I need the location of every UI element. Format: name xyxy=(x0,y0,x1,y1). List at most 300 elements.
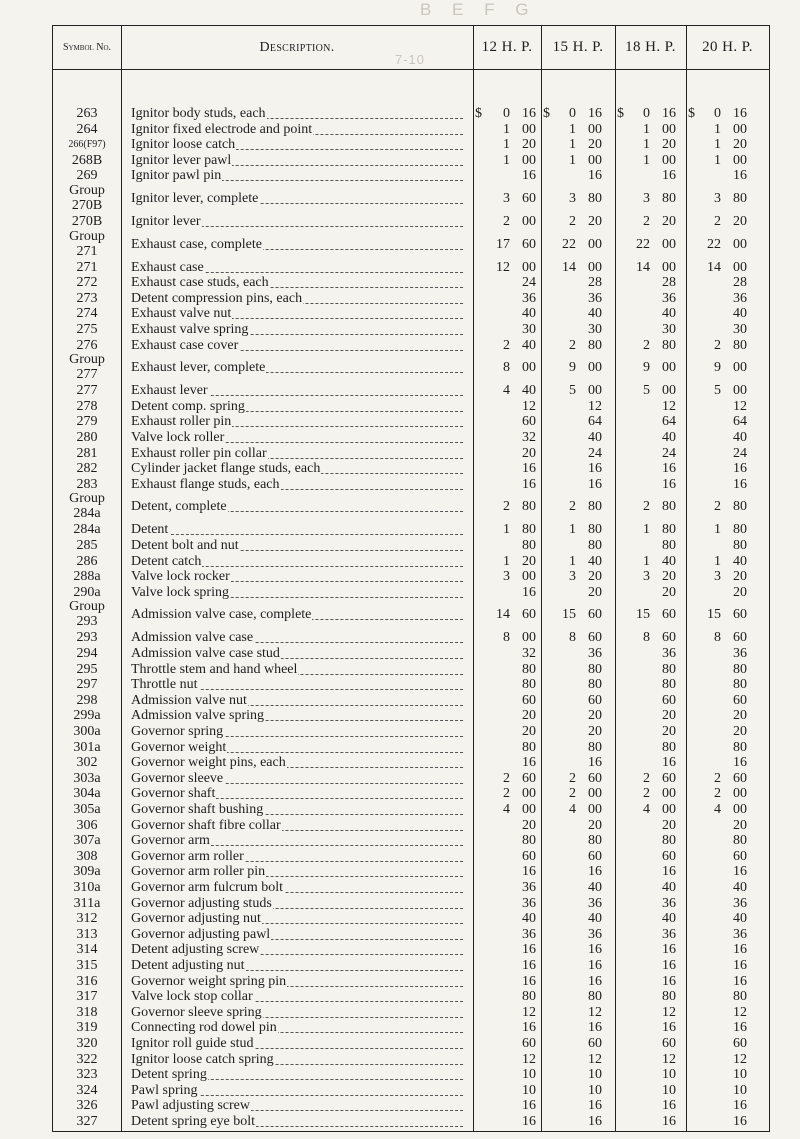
price-cents: 80 xyxy=(588,499,602,515)
price-cents: 16 xyxy=(522,168,536,184)
price-cents: 12 xyxy=(662,398,676,414)
price-cents: 16 xyxy=(733,973,747,989)
price-cents: 40 xyxy=(522,383,536,399)
symbol-number: 319 xyxy=(76,1020,98,1036)
price-cents: 20 xyxy=(662,817,676,833)
table-row xyxy=(53,1036,769,1052)
price-dollars: 8 xyxy=(569,630,576,646)
price-dollars: 2 xyxy=(714,214,721,229)
price-cents: 60 xyxy=(588,607,602,623)
price-cents: 16 xyxy=(522,942,536,958)
price-dollars: 4 xyxy=(503,802,510,817)
price-cents: 40 xyxy=(522,911,536,927)
symbol-number: 306 xyxy=(76,817,98,833)
symbol-number: 304a xyxy=(73,786,101,802)
price-dollars: 9 xyxy=(643,360,650,376)
header-description: Description. xyxy=(259,39,335,55)
table-row xyxy=(53,585,769,601)
price-cents: 16 xyxy=(588,168,602,184)
price-cents: 80 xyxy=(662,661,676,677)
symbol-number: 266(F97) xyxy=(68,139,106,151)
price-cents: 10 xyxy=(522,1082,536,1098)
price-cents: 20 xyxy=(662,724,676,739)
price-dollars: 1 xyxy=(503,522,510,538)
price-cents: 80 xyxy=(733,191,747,206)
table-row xyxy=(53,896,769,912)
price-cents: 60 xyxy=(733,1036,747,1051)
price-cents: 80 xyxy=(662,522,676,538)
price-dollars: 3 xyxy=(569,569,576,585)
part-description: Exhaust valve spring xyxy=(131,322,469,338)
part-description: Governor adjusting nut xyxy=(131,911,469,927)
symbol-number: 271 xyxy=(76,259,98,275)
symbol-number: 264 xyxy=(76,121,98,137)
part-description: Valve lock spring xyxy=(131,585,469,601)
price-dollars: 22 xyxy=(707,236,721,252)
price-cents: 20 xyxy=(733,584,747,600)
table-row xyxy=(53,153,769,169)
price-cents: 80 xyxy=(522,522,536,538)
price-cents: 36 xyxy=(733,926,747,942)
symbol-number: 299a xyxy=(73,708,101,724)
price-cents: 40 xyxy=(662,430,676,445)
price-dollars: 1 xyxy=(569,121,576,137)
price-cents: 16 xyxy=(588,476,602,492)
price-cents: 80 xyxy=(522,677,536,693)
price-cents: 00 xyxy=(522,121,536,137)
price-dollars: 2 xyxy=(503,214,510,229)
price-dollars: 12 xyxy=(496,259,510,275)
price-dollars: 22 xyxy=(636,236,650,252)
price-cents: 80 xyxy=(733,499,747,515)
table-row xyxy=(53,383,769,399)
price-cents: 60 xyxy=(662,630,676,646)
price-dollars: 2 xyxy=(643,786,650,802)
price-cents: 10 xyxy=(733,1082,747,1098)
part-description: Governor weight xyxy=(131,740,469,756)
price-dollars: 2 xyxy=(569,770,576,786)
price-cents: 20 xyxy=(662,584,676,600)
price-cents: 60 xyxy=(733,607,747,623)
price-cents: 40 xyxy=(662,306,676,322)
price-cents: 00 xyxy=(588,360,602,376)
price-cents: 60 xyxy=(662,1036,676,1051)
price-dollars: 2 xyxy=(503,786,510,802)
price-cents: 24 xyxy=(588,445,602,461)
table-row xyxy=(53,538,769,554)
price-dollars: 1 xyxy=(714,121,721,137)
price-dollars: 1 xyxy=(569,152,576,168)
price-cents: 20 xyxy=(588,137,602,153)
symbol-number: 286 xyxy=(76,553,98,569)
price-cents: 12 xyxy=(588,398,602,414)
price-cents: 20 xyxy=(588,214,602,229)
part-description: Governor spring xyxy=(131,724,469,740)
price-cents: 16 xyxy=(588,942,602,958)
table-row xyxy=(53,477,769,493)
symbol-number: 288a xyxy=(73,569,101,585)
header-20hp: 20 H. P. xyxy=(702,39,753,55)
price-cents: 20 xyxy=(733,569,747,585)
part-description: Valve lock stop collar xyxy=(131,989,469,1005)
price-cents: 36 xyxy=(662,926,676,942)
part-description: Detent comp. spring xyxy=(131,399,469,415)
symbol-number: 277 xyxy=(76,383,98,399)
price-cents: 16 xyxy=(588,958,602,973)
price-cents: 80 xyxy=(662,989,676,1005)
price-cents: 60 xyxy=(588,692,602,708)
price-cents: 60 xyxy=(522,236,536,252)
price-cents: 20 xyxy=(662,569,676,585)
table-row xyxy=(53,880,769,896)
price-dollars: 4 xyxy=(503,383,510,399)
table-row xyxy=(53,1052,769,1068)
price-cents: 10 xyxy=(588,1082,602,1098)
symbol-number: 324 xyxy=(76,1082,98,1098)
table-row xyxy=(53,168,769,184)
price-dollars: 1 xyxy=(643,522,650,538)
price-cents: 40 xyxy=(733,430,747,445)
price-cents: 12 xyxy=(522,1004,536,1020)
symbol-number: 309a xyxy=(73,864,101,880)
table-row xyxy=(53,646,769,662)
price-cents: 00 xyxy=(662,152,676,168)
part-description: Exhaust flange studs, each xyxy=(131,477,469,493)
faint-page-ref: 7-10 xyxy=(395,52,426,67)
price-cents: 16 xyxy=(733,1114,747,1129)
price-dollars: 3 xyxy=(503,569,510,585)
part-description: Admission valve case, complete xyxy=(131,607,469,623)
price-cents: 20 xyxy=(588,724,602,739)
price-cents: 60 xyxy=(522,607,536,623)
symbol-number: 285 xyxy=(76,538,98,553)
price-cents: 80 xyxy=(588,191,602,206)
price-cents: 80 xyxy=(522,989,536,1005)
price-cents: 80 xyxy=(733,661,747,677)
price-cents: 16 xyxy=(662,942,676,958)
price-cents: 36 xyxy=(733,646,747,661)
table-row xyxy=(53,461,769,477)
price-dollars: 15 xyxy=(636,607,650,623)
price-dollars: 15 xyxy=(562,607,576,623)
price-cents: 60 xyxy=(588,630,602,646)
price-cents: 00 xyxy=(522,802,536,817)
price-cents: 28 xyxy=(733,275,747,291)
price-dollars: 1 xyxy=(714,152,721,168)
symbol-number: 314 xyxy=(76,942,98,958)
price-cents: 80 xyxy=(733,337,747,353)
symbol-number: 263 xyxy=(76,106,98,121)
price-cents: 32 xyxy=(522,646,536,661)
part-description: Ignitor lever xyxy=(131,214,469,230)
price-cents: 00 xyxy=(522,786,536,802)
price-cents: 00 xyxy=(733,236,747,252)
part-description: Pawl spring xyxy=(131,1083,469,1099)
header-15hp: 15 H. P. xyxy=(552,39,604,55)
price-cents: 00 xyxy=(733,360,747,376)
price-cents: 00 xyxy=(733,121,747,137)
price-cents: 80 xyxy=(733,833,747,849)
price-cents: 16 xyxy=(522,1114,536,1129)
price-cents: 12 xyxy=(522,398,536,414)
price-dollars: 2 xyxy=(714,499,721,515)
price-cents: 00 xyxy=(662,259,676,275)
symbol-number: 273 xyxy=(76,290,98,306)
price-cents: 80 xyxy=(588,989,602,1005)
price-cents: 36 xyxy=(733,290,747,306)
part-description: Admission valve case xyxy=(131,630,469,646)
price-dollars: 2 xyxy=(714,786,721,802)
price-cents: 80 xyxy=(733,538,747,553)
price-cents: 60 xyxy=(662,607,676,623)
price-cents: 12 xyxy=(733,1004,747,1020)
price-cents: 16 xyxy=(522,958,536,973)
price-dollars: 1 xyxy=(643,152,650,168)
price-dollars: 1 xyxy=(569,137,576,153)
table-row xyxy=(53,122,769,138)
part-description: Pawl adjusting screw xyxy=(131,1098,469,1114)
table-row xyxy=(53,137,769,153)
part-description: Detent catch xyxy=(131,554,469,570)
price-cents: 10 xyxy=(662,1067,676,1083)
price-cents: 12 xyxy=(588,1004,602,1020)
price-cents: 16 xyxy=(662,1114,676,1129)
price-cents: 16 xyxy=(662,476,676,492)
symbol-number: 305a xyxy=(73,802,101,817)
price-dollars: 1 xyxy=(643,137,650,153)
price-cents: 16 xyxy=(733,461,747,477)
table-row xyxy=(53,291,769,307)
table-row xyxy=(53,184,769,214)
price-cents: 00 xyxy=(522,630,536,646)
price-cents: 00 xyxy=(662,786,676,802)
price-cents: 00 xyxy=(522,569,536,585)
price-dollars: 2 xyxy=(714,770,721,786)
price-cents: 60 xyxy=(522,191,536,206)
part-description: Ignitor loose catch spring xyxy=(131,1052,469,1068)
price-cents: 80 xyxy=(733,522,747,538)
symbol-number: 283 xyxy=(76,476,98,492)
price-cents: 28 xyxy=(588,275,602,291)
part-description: Governor shaft xyxy=(131,786,469,802)
table-row xyxy=(53,322,769,338)
price-cents: 16 xyxy=(522,476,536,492)
price-cents: 16 xyxy=(733,476,747,492)
price-cents: 16 xyxy=(662,168,676,184)
table-row xyxy=(53,214,769,230)
price-cents: 16 xyxy=(522,973,536,989)
symbol-number: 302 xyxy=(76,755,98,771)
price-dollars: 1 xyxy=(503,553,510,569)
symbol-number: 327 xyxy=(76,1114,98,1129)
part-description: Detent adjusting screw xyxy=(131,942,469,958)
price-cents: 36 xyxy=(733,895,747,911)
price-cents: 16 xyxy=(662,864,676,880)
part-description: Detent adjusting nut xyxy=(131,958,469,974)
price-dollars: 1 xyxy=(714,553,721,569)
part-description: Valve lock rocker xyxy=(131,569,469,585)
symbol-number: Group 270B xyxy=(69,183,105,213)
price-dollars: 1 xyxy=(643,121,650,137)
part-description: Ignitor fixed electrode and point xyxy=(131,122,469,138)
part-description: Governor sleeve xyxy=(131,771,469,787)
price-cents: 40 xyxy=(522,337,536,353)
table-row xyxy=(53,260,769,276)
price-cents: 16 xyxy=(522,461,536,477)
part-description: Exhaust lever, complete xyxy=(131,360,469,376)
price-cents: 16 xyxy=(522,1098,536,1114)
price-dollars: 1 xyxy=(569,553,576,569)
part-description: Ignitor loose catch xyxy=(131,137,469,153)
price-cents: 24 xyxy=(522,275,536,291)
price-cents: 60 xyxy=(588,1036,602,1051)
price-dollars: 1 xyxy=(503,137,510,153)
part-description: Exhaust roller pin collar xyxy=(131,446,469,462)
price-dollars: 14 xyxy=(496,607,510,623)
part-description: Governor arm fulcrum bolt xyxy=(131,880,469,896)
table-row xyxy=(53,569,769,585)
price-dollars: 3 xyxy=(643,191,650,206)
symbol-number: 310a xyxy=(73,880,101,895)
part-description: Governor adjusting studs xyxy=(131,896,469,912)
price-dollars: 2 xyxy=(503,337,510,353)
symbol-number: 274 xyxy=(76,306,98,322)
price-cents: 00 xyxy=(662,360,676,376)
price-dollars: 0 xyxy=(643,106,650,121)
price-cents: 80 xyxy=(733,677,747,693)
table-row xyxy=(53,1020,769,1036)
price-cents: 80 xyxy=(662,677,676,693)
part-description: Admission valve nut xyxy=(131,693,469,709)
price-cents: 40 xyxy=(733,911,747,927)
part-description: Governor sleeve spring xyxy=(131,1005,469,1021)
price-cents: 00 xyxy=(733,383,747,399)
price-cents: 20 xyxy=(662,137,676,153)
price-cents: 00 xyxy=(522,152,536,168)
price-cents: 40 xyxy=(733,880,747,895)
price-cents: 40 xyxy=(662,553,676,569)
price-cents: 60 xyxy=(522,770,536,786)
price-cents: 36 xyxy=(588,290,602,306)
price-cents: 80 xyxy=(522,739,536,755)
price-dollars: 9 xyxy=(714,360,721,376)
price-table xyxy=(52,25,770,1132)
price-cents: 40 xyxy=(588,430,602,445)
symbol-number: 323 xyxy=(76,1067,98,1083)
table-row xyxy=(53,864,769,880)
symbol-number: 270B xyxy=(71,214,103,229)
symbol-number: 317 xyxy=(76,989,98,1005)
header-12hp: 12 H. P. xyxy=(481,39,533,55)
table-row xyxy=(53,554,769,570)
price-cents: 36 xyxy=(522,880,536,895)
price-cents: 16 xyxy=(588,1098,602,1114)
price-cents: 30 xyxy=(588,322,602,337)
part-description: Governor shaft bushing xyxy=(131,802,469,818)
symbol-number: Group 284a xyxy=(69,491,105,522)
price-dollars: 3 xyxy=(714,191,721,206)
part-description: Throttle stem and hand wheel xyxy=(131,662,469,678)
price-cents: 36 xyxy=(522,926,536,942)
symbol-number: 316 xyxy=(76,973,98,989)
price-cents: 00 xyxy=(733,259,747,275)
table-row xyxy=(53,693,769,709)
price-cents: 00 xyxy=(588,802,602,817)
price-cents: 20 xyxy=(588,708,602,724)
price-dollars: 5 xyxy=(569,383,576,399)
price-dollars: 5 xyxy=(714,383,721,399)
table-row xyxy=(53,786,769,802)
price-cents: 60 xyxy=(662,770,676,786)
price-cents: 60 xyxy=(662,692,676,708)
price-dollars: 3 xyxy=(503,191,510,206)
table-row xyxy=(53,306,769,322)
price-cents: 16 xyxy=(662,461,676,477)
price-cents: 36 xyxy=(588,895,602,911)
price-dollars: 1 xyxy=(569,522,576,538)
price-cents: 64 xyxy=(588,414,602,430)
price-cents: 40 xyxy=(522,306,536,322)
price-cents: 40 xyxy=(733,306,747,322)
price-cents: 20 xyxy=(522,708,536,724)
part-description: Exhaust valve nut xyxy=(131,306,469,322)
price-cents: 80 xyxy=(588,337,602,353)
price-dollars: 14 xyxy=(636,259,650,275)
symbol-number: 278 xyxy=(76,398,98,414)
price-cents: 80 xyxy=(662,833,676,849)
price-cents: 36 xyxy=(662,646,676,661)
part-description: Detent, complete xyxy=(131,499,469,515)
price-cents: 20 xyxy=(522,724,536,739)
price-cents: 12 xyxy=(588,1051,602,1067)
price-cents: 40 xyxy=(588,880,602,895)
table-row xyxy=(53,1098,769,1114)
price-cents: 20 xyxy=(733,724,747,739)
price-dollars: 8 xyxy=(643,630,650,646)
price-cents: 16 xyxy=(522,864,536,880)
price-cents: 16 xyxy=(522,755,536,771)
price-cents: 20 xyxy=(662,214,676,229)
price-cents: 40 xyxy=(662,880,676,895)
table-row xyxy=(53,755,769,771)
dollar-sign: $ xyxy=(688,106,695,121)
price-cents: 16 xyxy=(733,1098,747,1114)
symbol-number: 300a xyxy=(73,724,101,739)
part-description: Cylinder jacket flange studs, each xyxy=(131,461,469,477)
table-row xyxy=(53,1005,769,1021)
part-description: Governor adjusting pawl xyxy=(131,927,469,943)
symbol-number: 326 xyxy=(76,1098,98,1114)
price-dollars: 2 xyxy=(569,337,576,353)
price-cents: 60 xyxy=(522,848,536,864)
table-row xyxy=(53,353,769,383)
price-cents: 00 xyxy=(588,259,602,275)
table-row xyxy=(53,849,769,865)
part-description: Connecting rod dowel pin xyxy=(131,1020,469,1036)
price-dollars: 5 xyxy=(643,383,650,399)
price-dollars: 14 xyxy=(562,259,576,275)
price-cents: 80 xyxy=(662,191,676,206)
symbol-number: 295 xyxy=(76,661,98,677)
price-cents: 16 xyxy=(733,1020,747,1036)
price-cents: 36 xyxy=(588,926,602,942)
part-description: Exhaust lever xyxy=(131,383,469,399)
price-cents: 00 xyxy=(588,152,602,168)
price-cents: 40 xyxy=(662,911,676,927)
price-cents: 30 xyxy=(662,322,676,337)
price-dollars: 0 xyxy=(569,106,576,121)
price-cents: 36 xyxy=(662,895,676,911)
